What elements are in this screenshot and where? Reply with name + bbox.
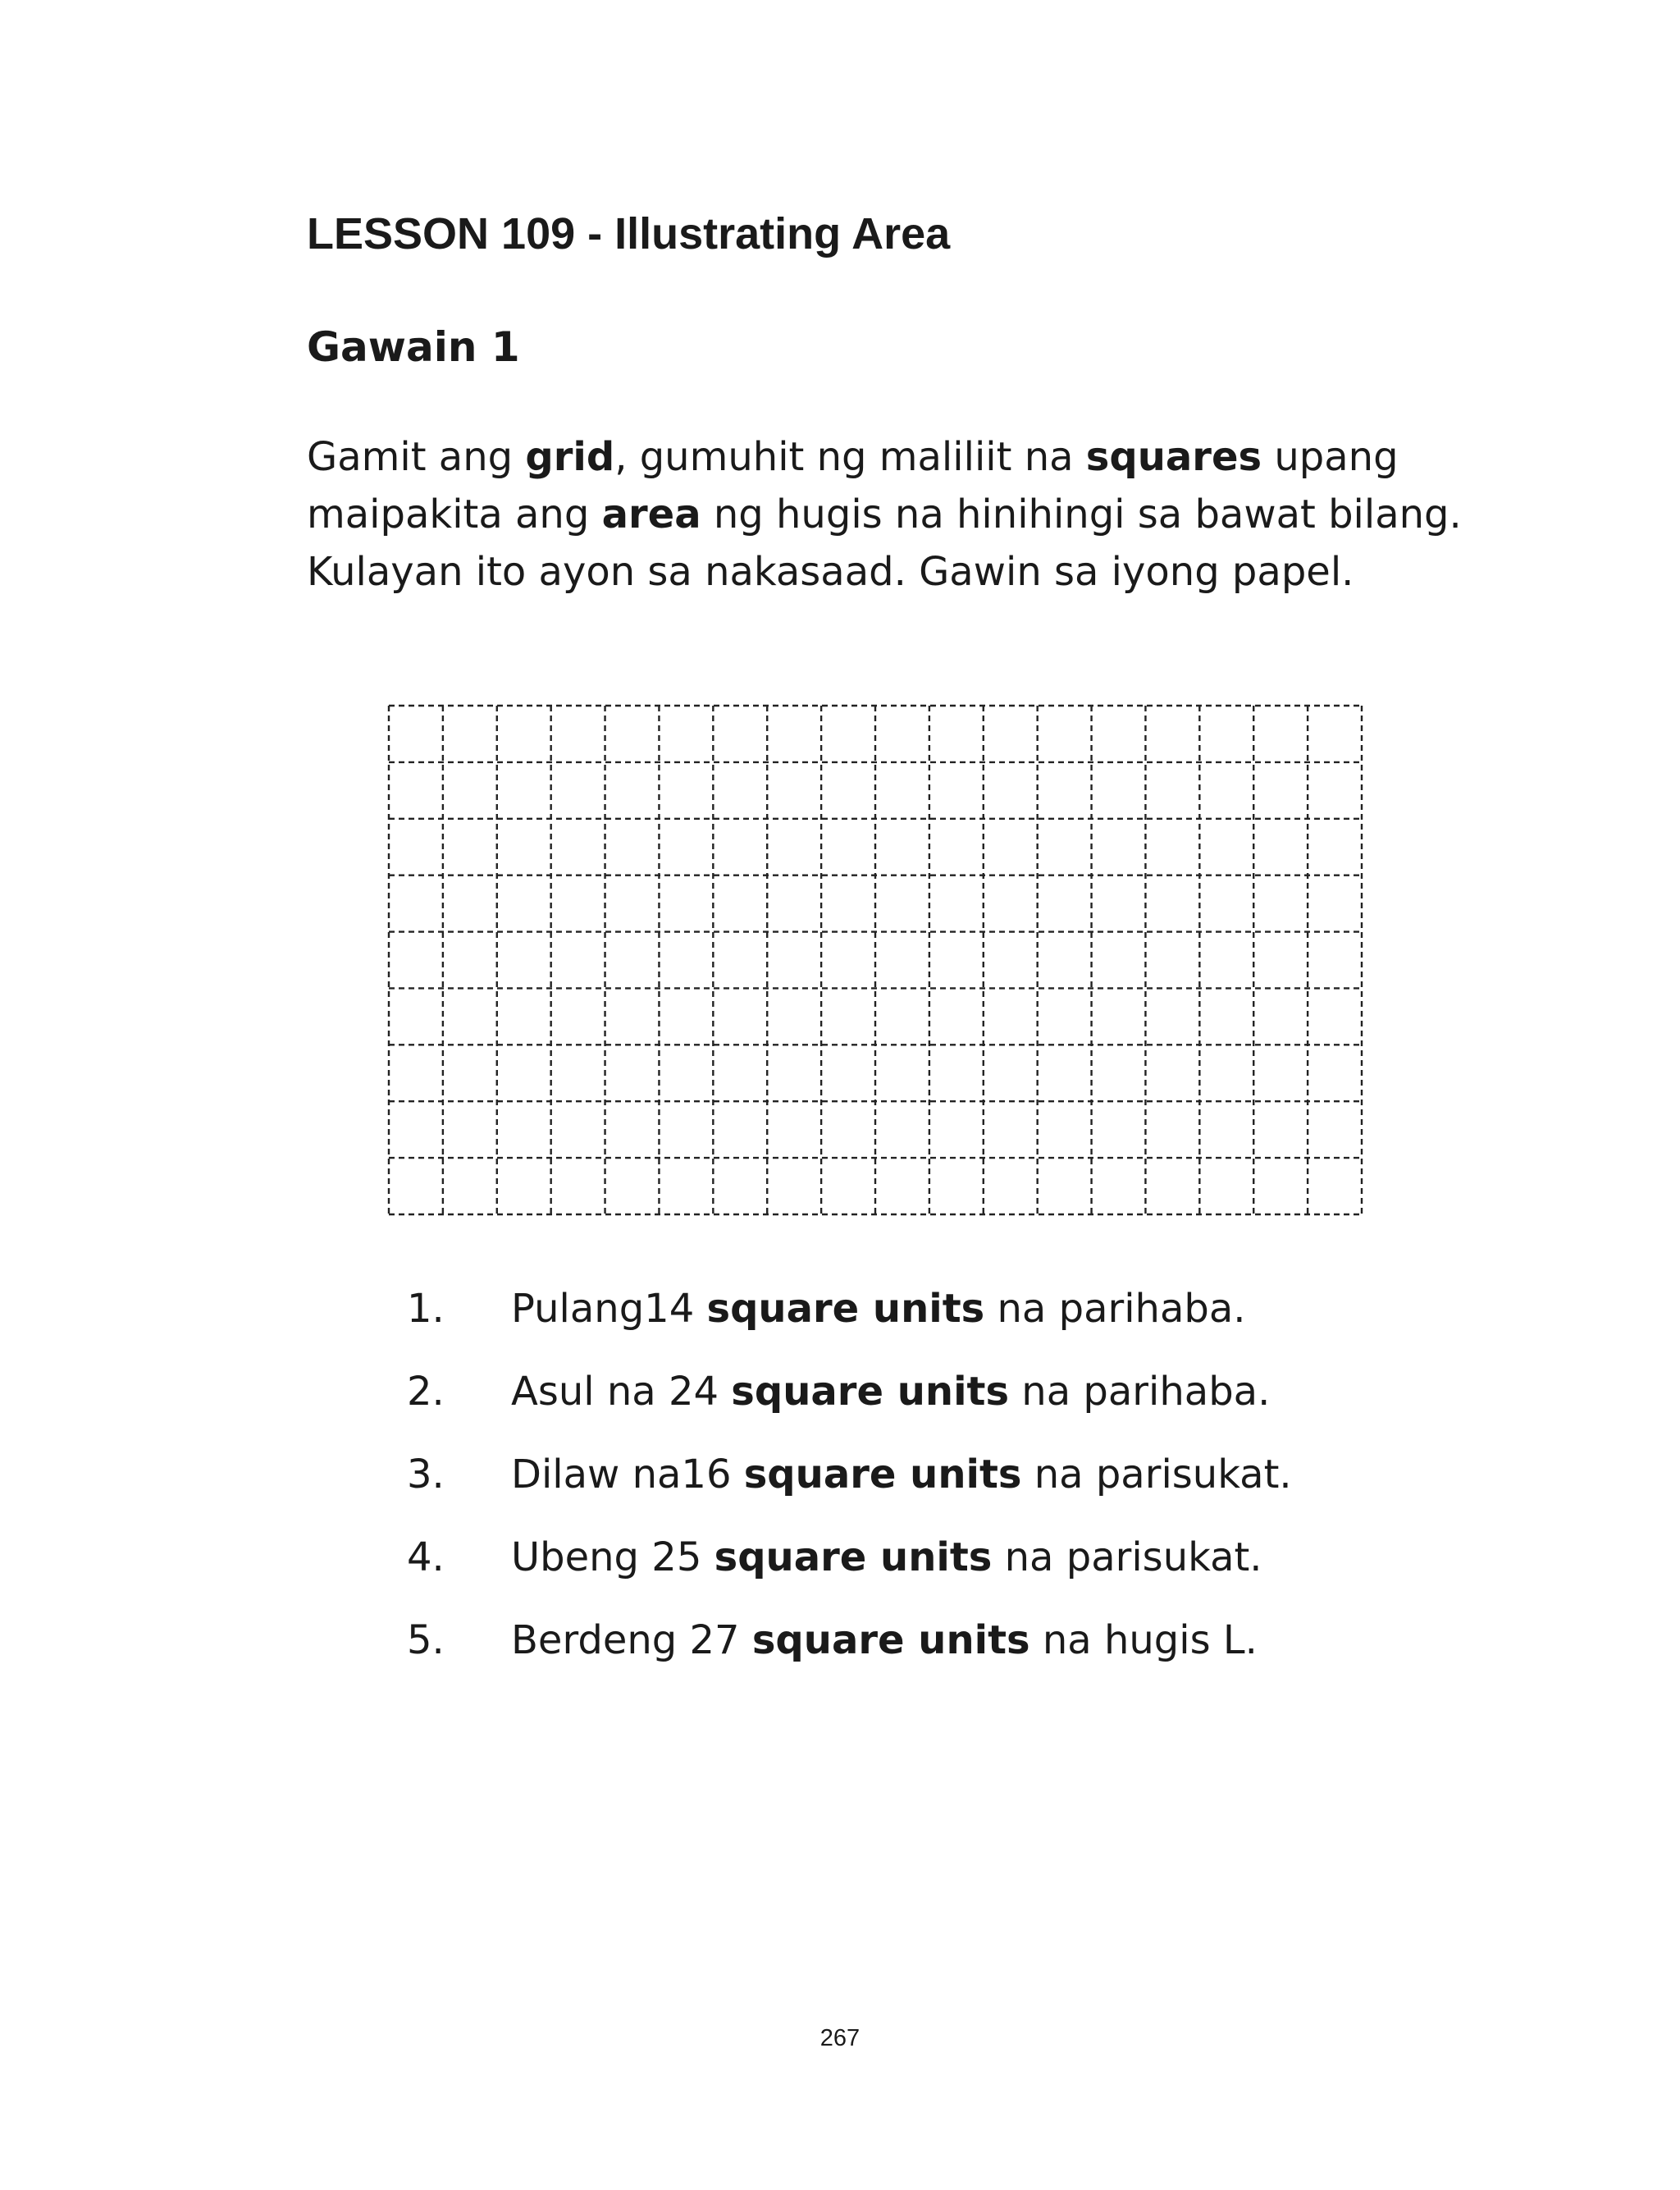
task-unit: square units xyxy=(714,1534,993,1580)
activity-title: Gawain 1 xyxy=(307,323,520,371)
task-unit: square units xyxy=(751,1617,1030,1663)
task-number: 1. xyxy=(407,1286,445,1332)
task-list xyxy=(407,1280,1292,1694)
task-text-after: na hugis L. xyxy=(1029,1617,1258,1663)
task-unit: square units xyxy=(743,1452,1022,1497)
lesson-title: LESSON 109 - Illustrating Area xyxy=(307,209,951,258)
task-number: 4. xyxy=(407,1534,445,1580)
task-number: 3. xyxy=(407,1452,445,1497)
instructions-keyword-area: area xyxy=(601,491,701,537)
instructions-text-1: Gamit ang xyxy=(307,434,526,480)
instructions-keyword-grid: grid xyxy=(525,434,615,480)
list-item xyxy=(407,1529,1292,1612)
instructions-text-2: , gumuhit ng maliliit na xyxy=(614,434,1086,480)
dotted-grid xyxy=(387,704,1363,1216)
task-text xyxy=(511,1529,1262,1586)
task-number: 2. xyxy=(407,1369,445,1415)
grid-drawing xyxy=(387,704,1363,1216)
task-text-after: na parisukat. xyxy=(1021,1452,1292,1497)
list-item xyxy=(407,1446,1292,1529)
instructions-text-3: upang maipakita ang xyxy=(307,434,1399,537)
task-text-before: Pulang14 xyxy=(511,1286,707,1332)
task-text-before: Berdeng 27 xyxy=(511,1617,752,1663)
task-text xyxy=(511,1280,1246,1337)
task-text xyxy=(511,1612,1258,1669)
list-item xyxy=(407,1612,1292,1694)
task-text-before: Ubeng 25 xyxy=(511,1534,714,1580)
task-text-after: na parisukat. xyxy=(992,1534,1262,1580)
instructions-paragraph xyxy=(307,428,1472,601)
task-text-before: Asul na 24 xyxy=(511,1369,732,1415)
page-number: 267 xyxy=(819,2025,861,2051)
task-unit: square units xyxy=(706,1286,985,1332)
task-text xyxy=(511,1446,1292,1503)
instructions-text-4: ng hugis na hinihingi sa bawat bilang. Kulayan ito ayon sa nakasaad. Gawin sa iyong papel. xyxy=(307,491,1462,595)
task-text-before: Dilaw na16 xyxy=(511,1452,744,1497)
task-text xyxy=(511,1363,1270,1420)
instructions-keyword-squares: squares xyxy=(1085,434,1262,480)
list-item xyxy=(407,1363,1292,1446)
task-number: 5. xyxy=(407,1617,445,1663)
list-item xyxy=(407,1280,1292,1363)
task-unit: square units xyxy=(731,1369,1010,1415)
task-text-after: na parihaba. xyxy=(984,1286,1246,1332)
task-text-after: na parihaba. xyxy=(1009,1369,1271,1415)
